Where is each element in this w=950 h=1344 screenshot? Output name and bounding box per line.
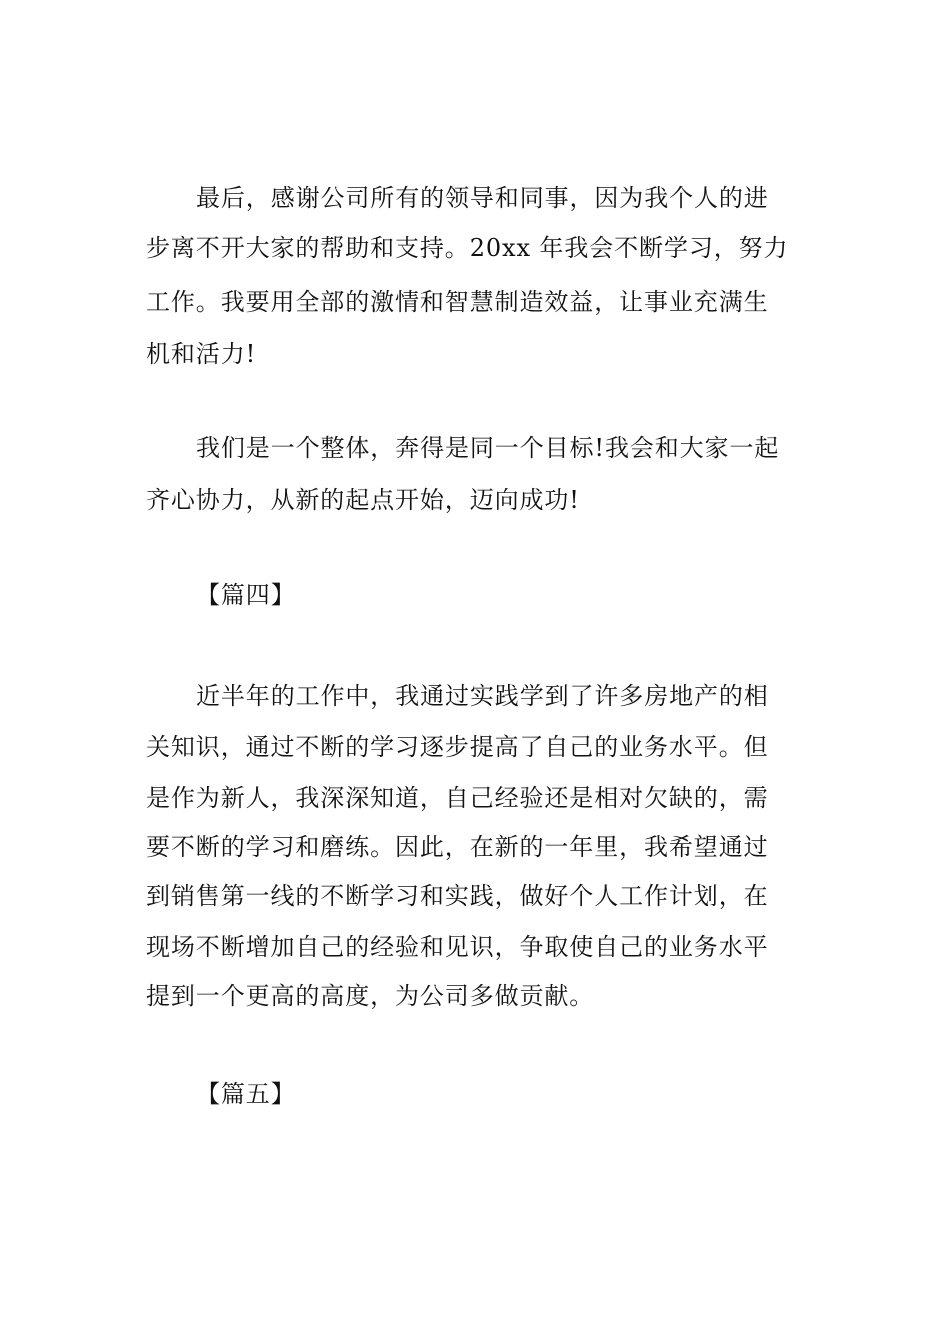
text-line: 工作。我要用全部的激情和智慧制造效益，让事业充满生: [146, 288, 769, 316]
text-line: 我们是一个整体，奔得是同一个目标!我会和大家一起: [196, 434, 780, 462]
text-line: 是作为新人，我深深知道，自己经验还是相对欠缺的，需: [146, 784, 769, 812]
text-line: 关知识，通过不断的学习逐步提高了自己的业务水平。但: [146, 733, 769, 761]
text-line: 机和活力!: [146, 340, 257, 368]
text-line: 近半年的工作中，我通过实践学到了许多房地产的相: [196, 682, 769, 710]
text-line: 齐心协力，从新的起点开始，迈向成功!: [146, 486, 580, 514]
text-line: 最后，感谢公司所有的领导和同事，因为我个人的进: [196, 184, 769, 212]
section-heading-4: 【篇四】: [196, 581, 296, 609]
text-line: 现场不断增加自己的经验和见识，争取使自己的业务水平: [146, 933, 769, 961]
text-line: 提到一个更高的高度，为公司多做贡献。: [146, 982, 595, 1010]
section-heading-5: 【篇五】: [196, 1080, 296, 1108]
text-line: 要不断的学习和磨练。因此，在新的一年里，我希望通过: [146, 833, 769, 861]
text-line: 到销售第一线的不断学习和实践，做好个人工作计划，在: [146, 882, 769, 910]
text-line: 步离不开大家的帮助和支持。20xx 年我会不断学习，努力: [146, 234, 789, 262]
